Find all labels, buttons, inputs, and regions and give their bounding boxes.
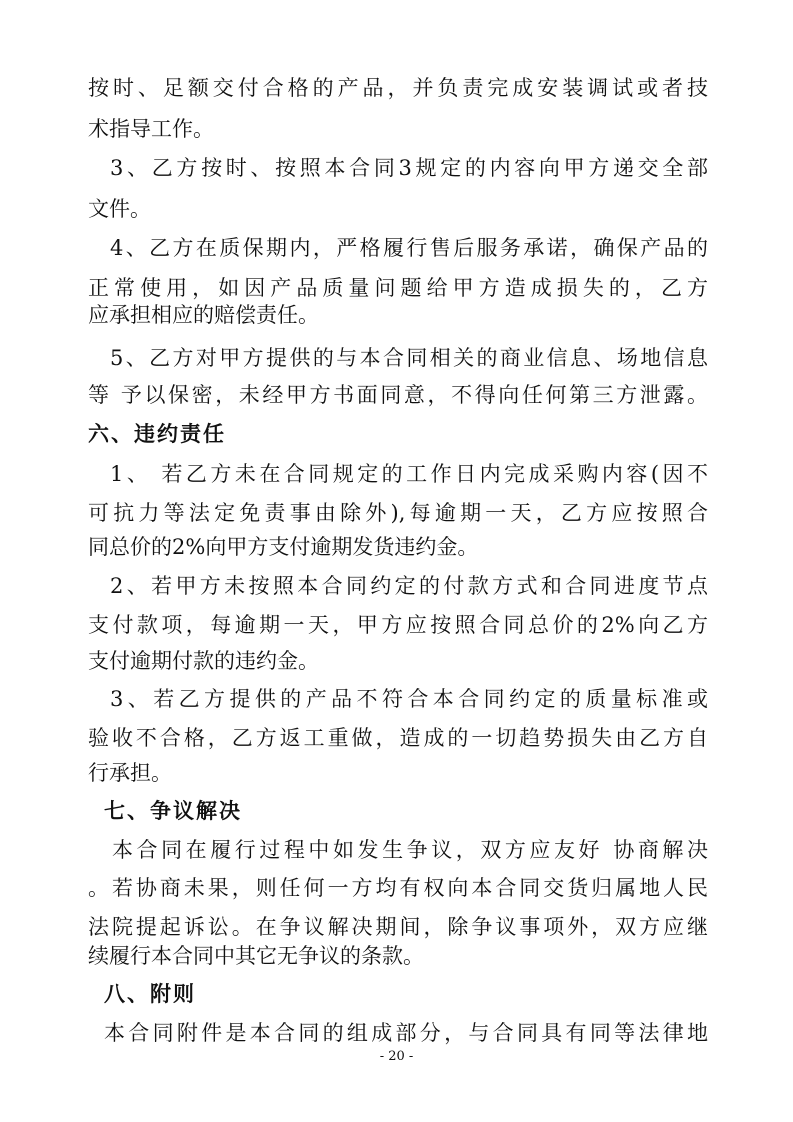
section-heading: 八、附则 bbox=[104, 982, 196, 1006]
section-heading: 六、违约责任 bbox=[88, 422, 226, 446]
line: 本合同附件是本合同的组成部分，与合同具有同等法律地 bbox=[104, 1021, 708, 1045]
line: 行承担。 bbox=[88, 761, 172, 785]
line: 。若协商未果，则任何一方均有权向本合同交货归属地人民 bbox=[88, 876, 708, 900]
line: 验收不合格，乙方返工重做，造成的一切趋势损失由乙方自 bbox=[88, 726, 708, 750]
line: 4、乙方在质保期内，严格履行售后服务承诺，确保产品的 bbox=[110, 236, 708, 260]
line: 法院提起诉讼。在争议解决期间，除争议事项外，双方应继 bbox=[88, 915, 708, 939]
line: 续履行本合同中其它无争议的条款。 bbox=[88, 944, 424, 968]
line: 正常使用，如因产品质量问题给甲方造成损失的，乙方 bbox=[88, 276, 708, 300]
page-number: - 20 - bbox=[379, 1049, 414, 1064]
line: 本合同在履行过程中如发生争议，双方应友好 协商解决 bbox=[112, 838, 708, 862]
line: 等 予以保密，未经甲方书面同意，不得向任何第三方泄露。 bbox=[88, 383, 708, 407]
line: 文件。 bbox=[88, 197, 151, 221]
line: 2、若甲方未按照本合同约定的付款方式和合同进度节点 bbox=[110, 574, 708, 598]
line: 1、 若乙方未在合同规定的工作日内完成采购内容(因不 bbox=[110, 462, 708, 486]
line: 可抗力等法定免责事由除外),每逾期一天，乙方应按照合 bbox=[88, 501, 708, 525]
line: 术指导工作。 bbox=[88, 117, 214, 141]
line: 3、若乙方提供的产品不符合本合同约定的质量标准或 bbox=[110, 687, 708, 711]
line: 支付款项，每逾期一天，甲方应按照合同总价的2%向乙方 bbox=[88, 613, 708, 637]
section-heading: 七、争议解决 bbox=[104, 799, 242, 823]
line: 同总价的2%向甲方支付逾期发货违约金。 bbox=[88, 535, 479, 559]
line: 5、乙方对甲方提供的与本合同相关的商业信息、场地信息 bbox=[110, 346, 708, 370]
line: 应承担相应的赔偿责任。 bbox=[88, 303, 319, 327]
line: 按时、足额交付合格的产品，并负责完成安装调试或者技 bbox=[88, 76, 708, 100]
line: 支付逾期付款的违约金。 bbox=[88, 649, 319, 673]
line: 3、乙方按时、按照本合同3规定的内容向甲方递交全部 bbox=[110, 156, 708, 180]
